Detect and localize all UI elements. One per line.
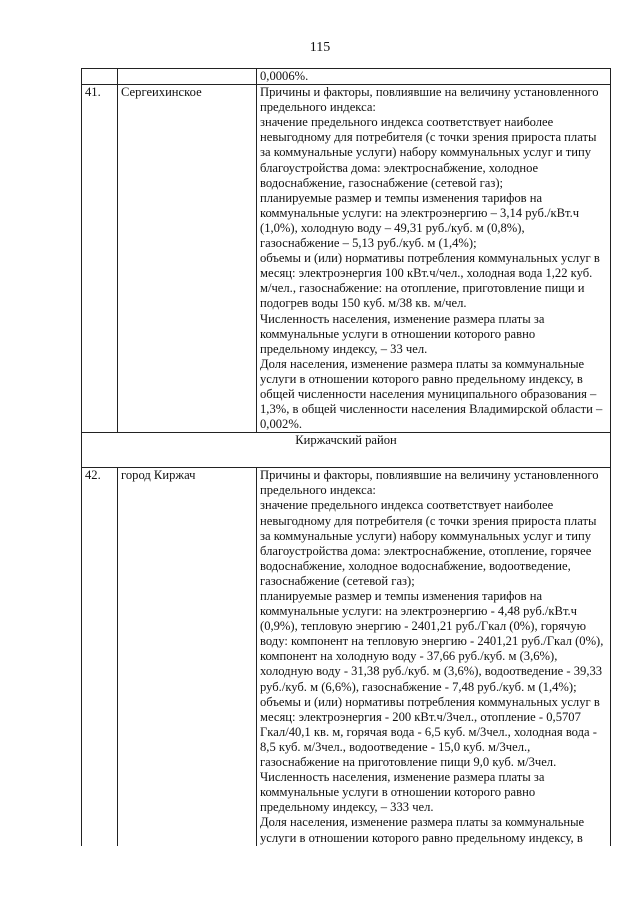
description-line: благоустройства дома: электроснабжение, холодное: [260, 160, 539, 175]
description-line: холодную воду - 31,38 руб./куб. м (3,6%), водоотведение - 39,33: [260, 664, 603, 679]
description-line: Причины и факторы, повлиявшие на величину установленного: [260, 85, 599, 100]
description-line: водоснабжение, газоснабжение (сетевой газ);: [260, 175, 504, 190]
description-line: 0,002%.: [260, 417, 302, 432]
table-row: [82, 468, 611, 846]
section-title: Киржачский район: [82, 433, 611, 468]
description-line: значение предельного индекса соответствует наиболее: [260, 498, 554, 513]
description-line: (0,9%), тепловую энергию - 2401,21 руб./Гкал (0%), горячую: [260, 619, 587, 634]
description-line: невыгодному для потребителя (с точки зрения прироста платы: [260, 130, 597, 145]
description-line: предельному индексу, – 33 чел.: [260, 341, 428, 356]
municipality-name: [118, 69, 257, 85]
description-line: предельного индекса:: [260, 483, 376, 498]
description-line: Доля населения, изменение размера платы за коммунальные: [260, 815, 585, 830]
description-line: коммунальные услуги в отношении которого равно: [260, 326, 536, 341]
description-line: планируемые размер и темпы изменения тарифов на: [260, 190, 543, 205]
description-line: газоснабжение – 5,13 руб./куб. м (1,4%);: [260, 236, 477, 251]
municipality-name: Сергеихинское: [118, 85, 257, 433]
description-line: Доля населения, изменение размера платы за коммунальные: [260, 356, 585, 371]
tariff-index-table: [81, 68, 611, 846]
description-line: объемы и (или) нормативы потребления коммунальных услуг в: [260, 694, 600, 709]
description-line: предельному индексу, – 333 чел.: [260, 800, 434, 815]
description-line: 1,3%, в общей численности населения Владимирской области –: [260, 402, 603, 417]
description-line: Гкал/40,1 кв. м, горячая вода - 6,5 куб. м/3чел., холодная вода -: [260, 724, 597, 739]
index-description: [257, 468, 611, 846]
description-line: значение предельного индекса соответствует наиболее: [260, 115, 554, 130]
description-line: коммунальные услуги в отношении которого равно: [260, 785, 536, 800]
description-line: благоустройства дома: электроснабжение, отопление, горячее: [260, 543, 592, 558]
description-line: коммунальные услуги: на электроэнергию – 3,14 руб./кВт.ч: [260, 205, 580, 220]
description-line: Численность населения, изменение размера платы за: [260, 770, 545, 785]
description-line: водоснабжение, холодное водоснабжение, водоотведение,: [260, 558, 571, 573]
row-number: 41.: [82, 85, 118, 433]
description-line: воду: компонент на тепловую энергию - 2401,21 руб./Гкал (0%),: [260, 634, 604, 649]
index-description: [257, 69, 611, 85]
row-number: 42.: [82, 468, 118, 846]
description-line: услуги в отношении которого равно предельному индексу, в: [260, 371, 583, 386]
description-line: 0,0006%.: [260, 69, 309, 83]
description-line: Численность населения, изменение размера платы за: [260, 311, 545, 326]
description-line: (1,0%), холодную воду – 49,31 руб./куб. м (0,8%),: [260, 220, 525, 235]
description-line: подогрев воды 150 куб. м/38 кв. м/чел.: [260, 296, 467, 311]
description-line: услуги в отношении которого равно предельному индексу, в: [260, 830, 583, 845]
page-number: 115: [309, 40, 331, 55]
description-line: месяц: электроэнергия 100 кВт.ч/чел., холодная вода 1,22 куб.: [260, 266, 593, 281]
row-number: [82, 69, 118, 85]
description-line: общей численности населения муниципального образования –: [260, 386, 597, 401]
description-line: месяц: электроэнергия - 200 кВт.ч/3чел., отопление - 0,5707: [260, 709, 581, 724]
description-line: газоснабжение (сетевой газ);: [260, 573, 415, 588]
section-row: [82, 433, 611, 468]
description-line: объемы и (или) нормативы потребления коммунальных услуг в: [260, 251, 600, 266]
description-line: м/чел., газоснабжение: на отопление, приготовление пищи и: [260, 281, 585, 296]
description-line: за коммунальные услуги) набору коммунальных услуг и типу: [260, 528, 592, 543]
description-line: планируемые размер и темпы изменения тарифов на: [260, 589, 543, 603]
description-line: 8,5 куб. м/3чел., водоотведение - 15,0 куб. м/3чел.,: [260, 739, 531, 754]
description-line: руб./куб. м (6,6%), газоснабжение - 7,48 руб./куб. м (1,4%);: [260, 679, 577, 694]
description-line: коммунальные услуги: на электроэнергию - 4,48 руб./кВт.ч: [260, 604, 577, 619]
description-line: Причины и факторы, повлиявшие на величину установленного: [260, 468, 599, 483]
table-row: [82, 69, 611, 85]
description-line: невыгодному для потребителя (с точки зрения прироста платы: [260, 513, 597, 528]
index-description: [257, 85, 611, 433]
description-line: газоснабжение на приготовление пищи 9,0 куб. м/3чел.: [260, 755, 557, 770]
municipality-name: город Киржач: [118, 468, 257, 846]
description-line: за коммунальные услуги) набору коммунальных услуг и типу: [260, 145, 592, 160]
description-line: предельного индекса:: [260, 100, 376, 115]
table-row: [82, 85, 611, 433]
description-line: компонент на холодную воду - 37,66 руб./куб. м (3,6%),: [260, 649, 558, 664]
